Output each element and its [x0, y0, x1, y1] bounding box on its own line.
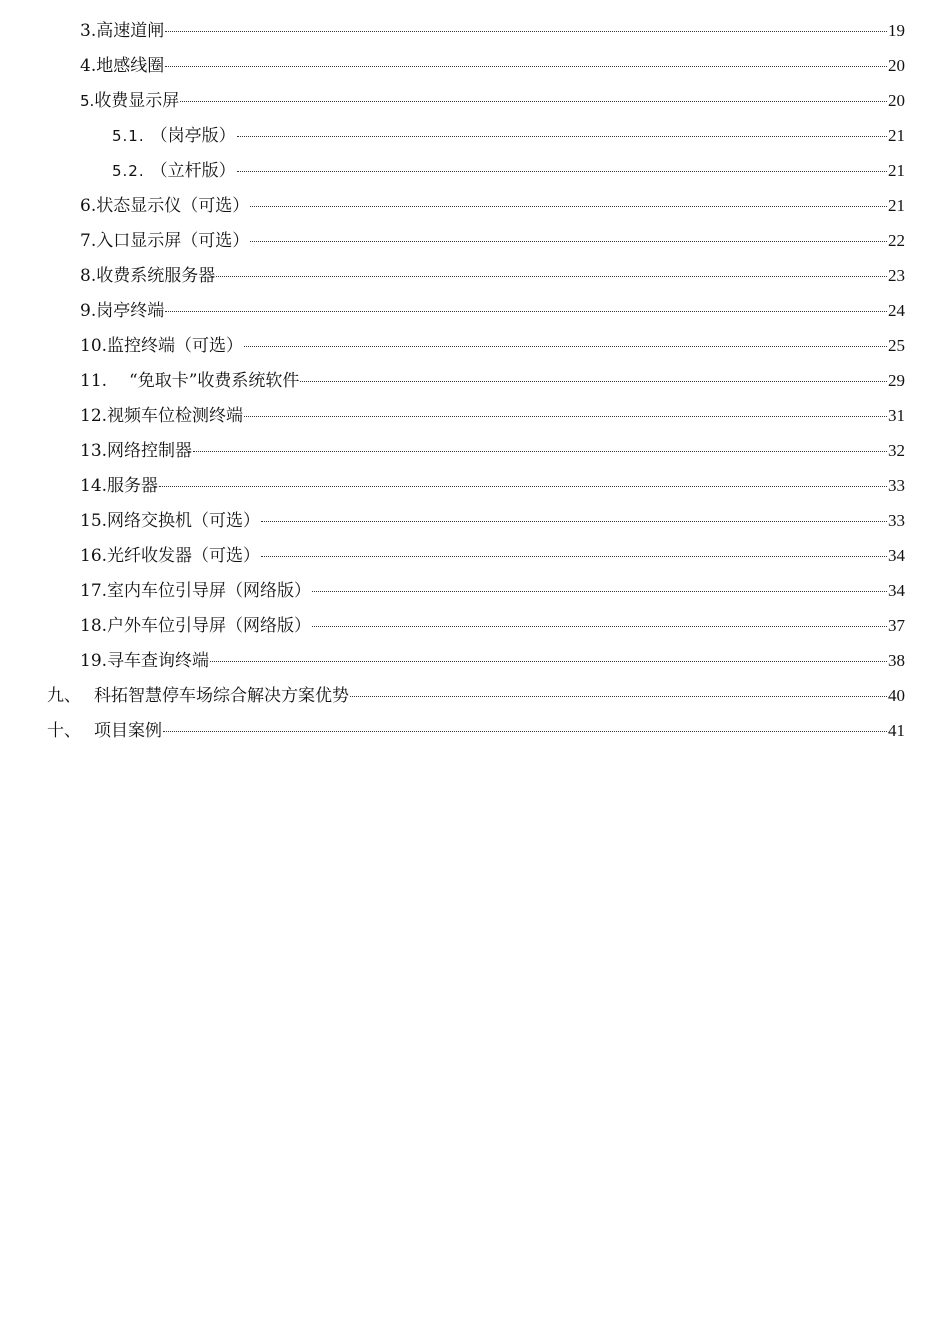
- toc-entry-number: 13.: [80, 441, 108, 461]
- toc-entry[interactable]: [0, 503, 950, 538]
- toc-entry-title: 寻车查询终端: [107, 651, 210, 671]
- toc-entry[interactable]: [0, 643, 950, 678]
- toc-entry[interactable]: [0, 713, 950, 748]
- dot-leader: [237, 135, 887, 137]
- toc-entry-title: （岗亭版）: [150, 126, 236, 146]
- toc-entry-page: 41: [888, 721, 905, 740]
- toc-entry[interactable]: [0, 608, 950, 643]
- toc-entry-title: 收费系统服务器: [96, 266, 216, 286]
- toc-entry-page: 21: [888, 126, 905, 145]
- toc-entry-title: 状态显示仪（可选）: [96, 196, 250, 216]
- toc-entry-title: 地感线圈: [96, 56, 165, 76]
- toc-entry-title: 室内车位引导屏（网络版）: [107, 581, 312, 601]
- toc-entry-page: 33: [888, 511, 905, 530]
- toc-entry-page: 38: [888, 651, 905, 670]
- dot-leader: [180, 100, 887, 102]
- dot-leader: [244, 415, 887, 417]
- toc-entry-page: 19: [888, 21, 905, 40]
- toc-entry[interactable]: [0, 538, 950, 573]
- toc-entry-number: 18.: [80, 616, 108, 636]
- toc-entry-number: 17.: [80, 581, 108, 601]
- dot-leader: [163, 730, 887, 732]
- toc-entry-number: 3.: [80, 21, 97, 41]
- toc-entry-title: “免取卡”收费系统软件: [129, 371, 300, 391]
- toc-entry-number: 15.: [80, 511, 108, 531]
- table-of-contents: [0, 13, 950, 748]
- toc-entry-page: 21: [888, 161, 905, 180]
- toc-entry-number: 14.: [80, 476, 108, 496]
- toc-entry-page: 34: [888, 581, 905, 600]
- dot-leader: [165, 310, 887, 312]
- dot-leader: [350, 695, 887, 697]
- toc-entry[interactable]: [0, 293, 950, 328]
- toc-entry-title: 高速道闸: [96, 21, 165, 41]
- dot-leader: [300, 380, 887, 382]
- toc-entry-number: 9.: [80, 301, 97, 321]
- dot-leader: [244, 345, 887, 347]
- toc-entry-title: 监控终端（可选）: [107, 336, 244, 356]
- toc-entry-number: 九、: [47, 686, 81, 706]
- toc-entry[interactable]: [0, 153, 950, 188]
- toc-entry[interactable]: [0, 328, 950, 363]
- toc-entry-number: 5.2.: [112, 162, 145, 180]
- toc-entry-page: 25: [888, 336, 905, 355]
- toc-entry-title: 项目案例: [94, 721, 162, 741]
- toc-entry[interactable]: [0, 223, 950, 258]
- toc-entry-number: 5.: [80, 92, 95, 110]
- toc-entry-title: 服务器: [107, 476, 159, 496]
- toc-entry-title: 网络控制器: [107, 441, 193, 461]
- dot-leader: [237, 170, 887, 172]
- toc-entry-page: 23: [888, 266, 905, 285]
- dot-leader: [250, 205, 887, 207]
- toc-entry-page: 29: [888, 371, 905, 390]
- toc-entry[interactable]: [0, 398, 950, 433]
- toc-entry-number: 6.: [80, 196, 97, 216]
- dot-leader: [261, 555, 887, 557]
- toc-entry-title: 入口显示屏（可选）: [96, 231, 250, 251]
- toc-entry[interactable]: [0, 433, 950, 468]
- toc-entry-number: 12.: [80, 406, 108, 426]
- toc-entry-page: 20: [888, 91, 905, 110]
- toc-entry-page: 33: [888, 476, 905, 495]
- toc-entry-page: 20: [888, 56, 905, 75]
- dot-leader: [312, 625, 887, 627]
- toc-entry[interactable]: [0, 258, 950, 293]
- toc-entry-number: 11.: [80, 371, 108, 391]
- toc-entry-number: 4.: [80, 56, 97, 76]
- toc-entry[interactable]: [0, 573, 950, 608]
- toc-entry-page: 24: [888, 301, 905, 320]
- toc-entry-number: 十、: [47, 721, 81, 741]
- toc-entry-page: 34: [888, 546, 905, 565]
- toc-entry[interactable]: [0, 118, 950, 153]
- toc-entry-title: （立杆版）: [150, 161, 236, 181]
- toc-entry-title: 户外车位引导屏（网络版）: [107, 616, 312, 636]
- toc-entry-title: 收费显示屏: [94, 91, 180, 111]
- dot-leader: [193, 450, 887, 452]
- dot-leader: [261, 520, 887, 522]
- toc-entry-number: 7.: [80, 231, 97, 251]
- dot-leader: [165, 65, 887, 67]
- toc-entry-page: 32: [888, 441, 905, 460]
- dot-leader: [250, 240, 887, 242]
- toc-entry-title: 光纤收发器（可选）: [107, 546, 261, 566]
- toc-entry-page: 21: [888, 196, 905, 215]
- toc-entry-page: 40: [888, 686, 905, 705]
- toc-entry-number: 16.: [80, 546, 108, 566]
- toc-entry-title: 网络交换机（可选）: [107, 511, 261, 531]
- dot-leader: [159, 485, 887, 487]
- toc-entry-number: 19.: [80, 651, 108, 671]
- toc-entry-page: 31: [888, 406, 905, 425]
- toc-entry-title: 岗亭终端: [96, 301, 165, 321]
- toc-entry-page: 22: [888, 231, 905, 250]
- toc-entry-number: 8.: [80, 266, 97, 286]
- toc-entry-number: 10.: [80, 336, 108, 356]
- toc-entry[interactable]: [0, 48, 950, 83]
- toc-entry-title: 科拓智慧停车场综合解决方案优势: [94, 686, 349, 706]
- toc-entry-title: 视频车位检测终端: [107, 406, 244, 426]
- toc-entry-number: 5.1.: [112, 127, 145, 145]
- toc-entry[interactable]: [0, 678, 950, 713]
- dot-leader: [312, 590, 887, 592]
- dot-leader: [216, 275, 887, 277]
- toc-entry[interactable]: [0, 363, 950, 398]
- toc-entry[interactable]: [0, 83, 950, 118]
- toc-entry[interactable]: [0, 468, 950, 503]
- toc-entry[interactable]: [0, 188, 950, 223]
- dot-leader: [210, 660, 887, 662]
- dot-leader: [165, 30, 887, 32]
- toc-entry-page: 37: [888, 616, 905, 635]
- toc-entry[interactable]: [0, 13, 950, 48]
